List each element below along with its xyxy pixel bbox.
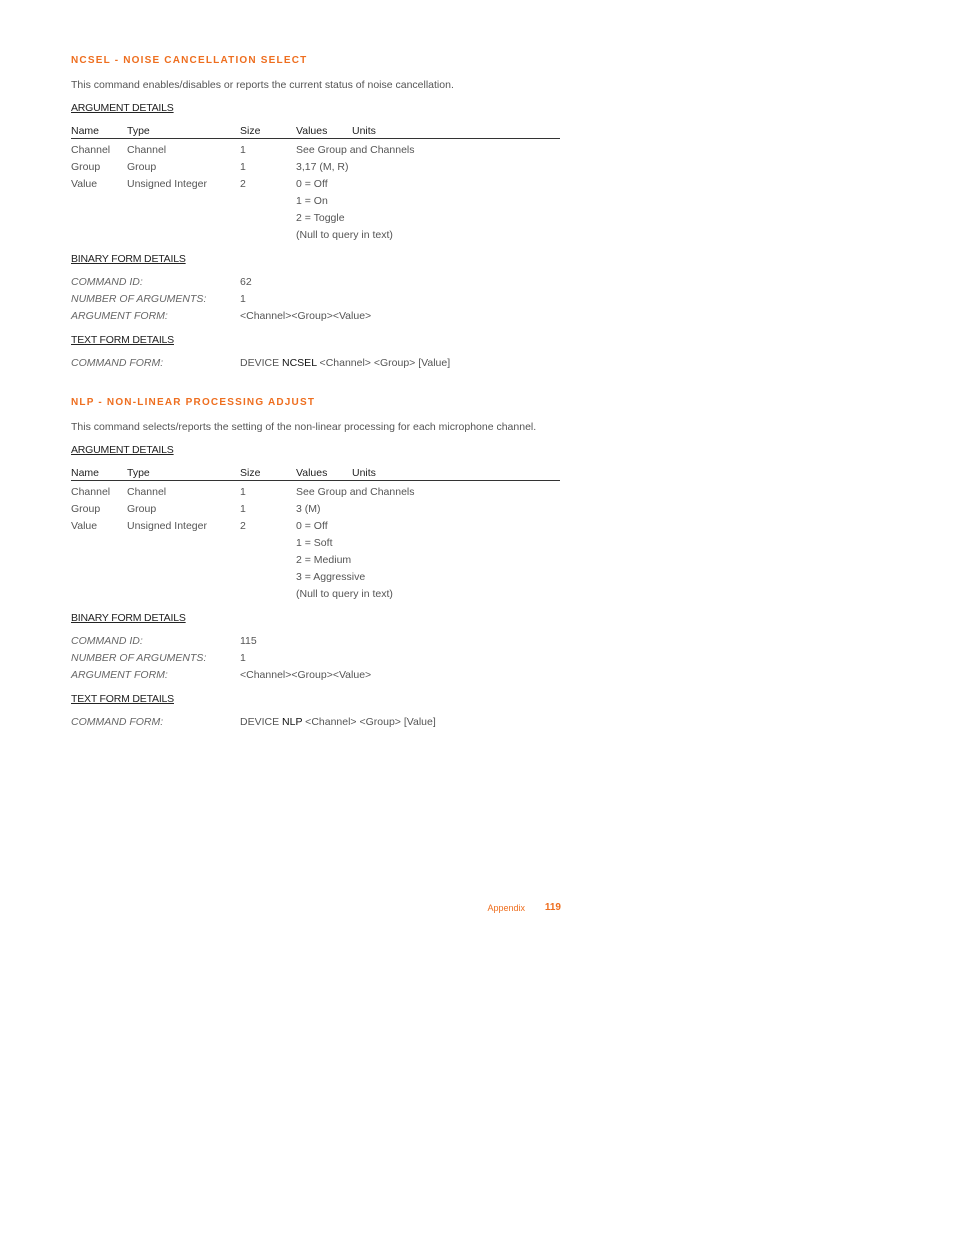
cell-values: 1 = On — [296, 195, 328, 207]
table-row — [71, 537, 560, 551]
field-separator: : — [139, 276, 143, 288]
field-separator: : — [203, 652, 207, 664]
field-value: 1 — [240, 652, 246, 664]
table-row — [71, 178, 560, 192]
field-label: COMMAND ID — [71, 635, 140, 647]
col-values: Values — [296, 125, 328, 137]
cell-type: Group — [127, 161, 157, 173]
table-row — [71, 195, 560, 209]
table-row — [71, 571, 560, 585]
cell-values: See Group and Channels — [296, 144, 415, 156]
cell-values: 0 = Off — [296, 178, 328, 190]
field-value — [240, 716, 436, 728]
field-value: <Channel><Group><Value> — [240, 669, 372, 681]
field-separator: : — [164, 310, 168, 322]
text-command-form — [71, 716, 560, 730]
cell-values: 3 = Aggressive — [296, 571, 366, 583]
text-command-form — [71, 357, 560, 371]
footer-section-label: Appendix — [487, 903, 525, 913]
col-size: Size — [240, 125, 261, 137]
section-description: This command selects/reports the setting of the non-linear processing for each microphone channel. — [71, 421, 537, 433]
col-values: Values — [296, 467, 328, 479]
table-row — [71, 212, 560, 226]
page-number: 119 — [544, 902, 561, 913]
binary-argument-form — [71, 310, 560, 324]
table-row — [71, 554, 560, 568]
cell-type: Group — [127, 503, 157, 515]
binary-command-id — [71, 635, 560, 649]
col-name: Name — [71, 125, 100, 137]
binary-number-of-arguments — [71, 652, 560, 666]
cell-type: Channel — [127, 144, 167, 156]
col-type: Type — [127, 467, 150, 479]
section-description: This command enables/disables or reports the current status of noise cancellation. — [71, 79, 454, 91]
cell-size: 1 — [240, 161, 246, 173]
field-value: 1 — [240, 293, 246, 305]
table-row — [71, 503, 560, 517]
binary-form-heading: BINARY FORM DETAILS — [71, 612, 186, 624]
cell-name: Value — [71, 178, 98, 190]
table-row — [71, 144, 560, 158]
text-form-heading: TEXT FORM DETAILS — [71, 334, 174, 346]
cell-name: Channel — [71, 144, 111, 156]
cell-size: 1 — [240, 144, 246, 156]
cell-size: 2 — [240, 520, 246, 532]
field-label: ARGUMENT FORM — [71, 310, 165, 322]
cell-size: 1 — [240, 503, 246, 515]
cell-size: 2 — [240, 178, 246, 190]
cell-values: 1 = Soft — [296, 537, 333, 549]
cell-name: Channel — [71, 486, 111, 498]
cell-values: 3,17 (M, R) — [296, 161, 349, 173]
cell-name: Value — [71, 520, 98, 532]
cell-type: Channel — [127, 486, 167, 498]
field-value — [240, 357, 450, 369]
section-title: NCSEL - NOISE CANCELLATION SELECT — [71, 55, 308, 66]
page-footer — [71, 902, 561, 916]
col-units: Units — [352, 467, 376, 479]
binary-argument-form — [71, 669, 560, 683]
col-type: Type — [127, 125, 150, 137]
field-separator: : — [160, 357, 164, 369]
cell-type: Unsigned Integer — [127, 520, 207, 532]
field-value: <Channel><Group><Value> — [240, 310, 372, 322]
cell-values: 2 = Medium — [296, 554, 352, 566]
argument-table-header — [71, 125, 560, 139]
table-row — [71, 588, 560, 602]
argument-table-header — [71, 467, 560, 481]
field-value: 62 — [240, 276, 252, 288]
field-label: COMMAND ID — [71, 276, 140, 288]
command-arguments: <Channel> <Group> [Value] — [316, 357, 451, 369]
section-title: NLP - NON-LINEAR PROCESSING ADJUST — [71, 397, 316, 408]
field-label: COMMAND FORM — [71, 716, 161, 728]
cell-values: (Null to query in text) — [296, 229, 393, 241]
binary-number-of-arguments — [71, 293, 560, 307]
argument-details-heading: ARGUMENT DETAILS — [71, 102, 174, 114]
table-row — [71, 486, 560, 500]
cell-values: (Null to query in text) — [296, 588, 393, 600]
binary-command-id — [71, 276, 560, 290]
field-label: NUMBER OF ARGUMENTS — [71, 652, 204, 664]
command-arguments: <Channel> <Group> [Value] — [302, 716, 436, 728]
cell-name: Group — [71, 503, 101, 515]
table-row — [71, 161, 560, 175]
col-units: Units — [352, 125, 376, 137]
field-label: ARGUMENT FORM — [71, 669, 165, 681]
cell-size: 1 — [240, 486, 246, 498]
field-separator: : — [139, 635, 143, 647]
cell-type: Unsigned Integer — [127, 178, 207, 190]
field-label: COMMAND FORM — [71, 357, 161, 369]
cell-values: See Group and Channels — [296, 486, 415, 498]
cell-name: Group — [71, 161, 101, 173]
field-separator: : — [164, 669, 168, 681]
argument-details-heading: ARGUMENT DETAILS — [71, 444, 174, 456]
field-label: NUMBER OF ARGUMENTS — [71, 293, 204, 305]
binary-form-heading: BINARY FORM DETAILS — [71, 253, 186, 265]
col-name: Name — [71, 467, 100, 479]
cell-values: 0 = Off — [296, 520, 328, 532]
field-value: 115 — [240, 635, 257, 647]
table-row — [71, 229, 560, 243]
command-prefix: DEVICE — [240, 716, 283, 728]
command-keyword: NCSEL — [282, 357, 317, 369]
command-keyword: NLP — [282, 716, 303, 728]
field-separator: : — [203, 293, 207, 305]
cell-values: 3 (M) — [296, 503, 321, 515]
text-form-heading: TEXT FORM DETAILS — [71, 693, 174, 705]
cell-values: 2 = Toggle — [296, 212, 345, 224]
command-prefix: DEVICE — [240, 357, 283, 369]
table-row — [71, 520, 560, 534]
field-separator: : — [160, 716, 164, 728]
col-size: Size — [240, 467, 261, 479]
